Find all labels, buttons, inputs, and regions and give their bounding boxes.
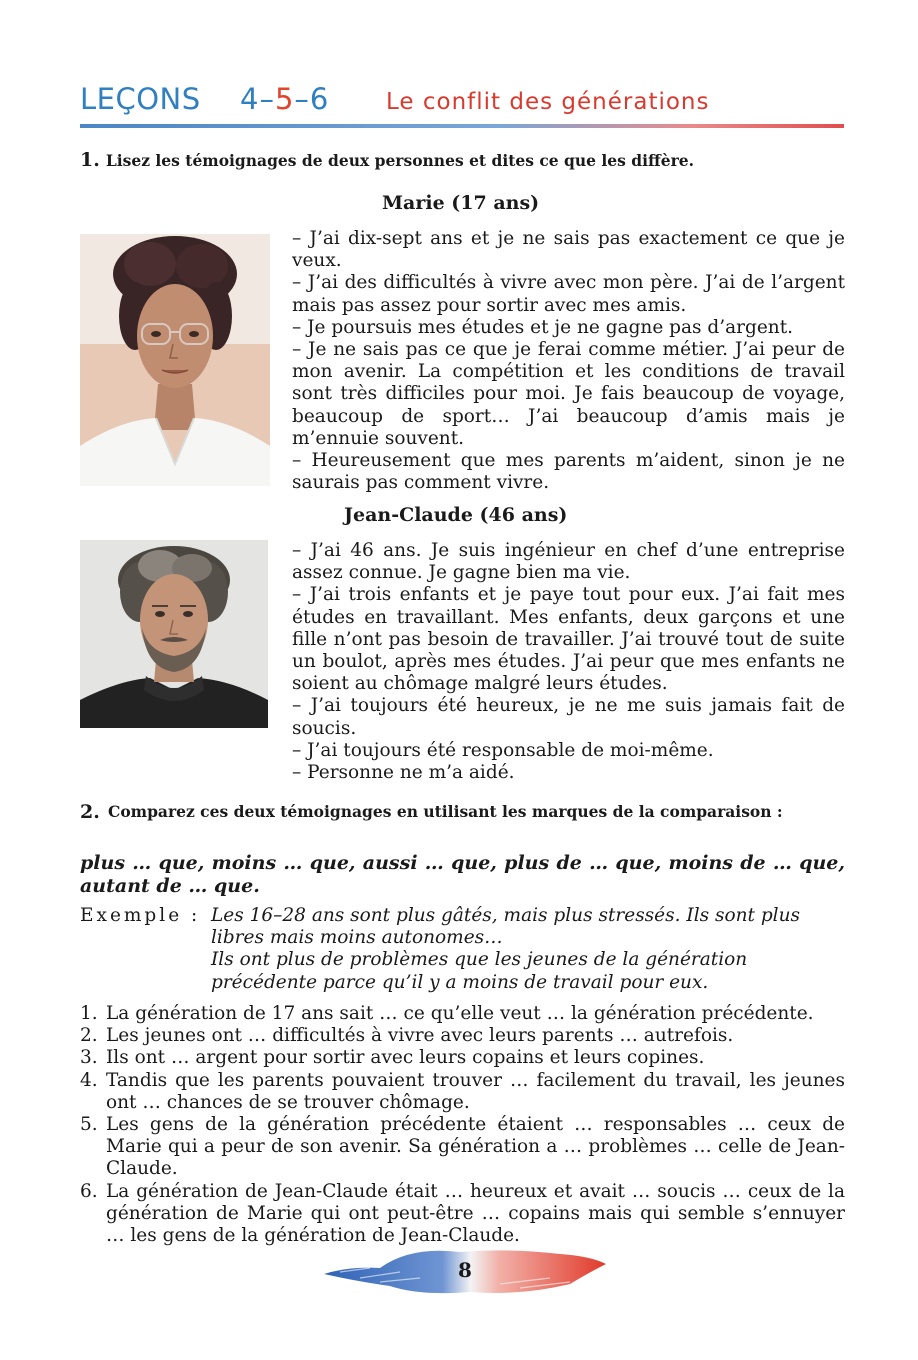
lesson-number-4: 4 — [240, 82, 260, 116]
exercise-1-number: 1. — [80, 149, 100, 171]
jean-claude-line: – Personne ne m’a aidé. — [292, 762, 515, 784]
lessons-label: LEÇONS — [80, 82, 201, 116]
jean-claude-line: – J’ai 46 ans. Je suis ingénieur en chef d’une entreprise assez connue. Je gagne bien ma vie. — [292, 540, 845, 584]
lesson-dash-1: – — [259, 82, 275, 116]
marie-line: – J’ai dix-sept ans et je ne sais pas exactement ce que je veux. — [292, 228, 845, 272]
item-number: 3. — [80, 1047, 98, 1069]
lesson-number-5: 5 — [274, 82, 295, 116]
lesson-number-6: 6 — [309, 82, 330, 116]
marie-photo — [80, 234, 270, 486]
comparison-markers: plus … que, moins … que, aussi … que, plus de … que, moins de … que, autant de … que. — [80, 852, 845, 897]
item-number: 4. — [80, 1069, 98, 1091]
item-text: Tandis que les parents pouvaient trouver … facilement du travail, les jeunes ont … chances de se trouver chômage. — [106, 1069, 845, 1113]
example-label: Exemple : — [80, 905, 201, 926]
list-item — [80, 1070, 845, 1114]
item-number: 6. — [80, 1180, 98, 1202]
marie-testimony — [292, 228, 845, 494]
example-text — [211, 905, 845, 994]
lesson-numbers — [240, 82, 329, 116]
page-number: 8 — [458, 1258, 472, 1282]
item-text: Les jeunes ont … difficultés à vivre avec leurs parents … autrefois. — [106, 1025, 734, 1047]
list-item — [80, 1047, 845, 1069]
exercise-2-items — [80, 1003, 845, 1247]
jean-claude-line: – J’ai toujours été heureux, je ne me suis jamais fait de soucis. — [292, 695, 845, 739]
item-number: 2. — [80, 1025, 98, 1047]
header-divider — [80, 124, 844, 128]
list-item — [80, 1003, 845, 1025]
exercise-1-instruction — [80, 150, 694, 171]
page-footer — [320, 1238, 610, 1300]
marie-line: – Je ne sais pas ce que je ferai comme métier. J’ai peur de mon avenir. La compétition et les conditions de travail sont très difficiles pour moi. Je fais beaucoup de voyage, beaucoup de sport… J’ai beaucoup d’amis mais je m’ennuie souvent. — [292, 339, 845, 449]
item-text: La génération de 17 ans sait … ce qu’elle veut … la génération précédente. — [106, 1003, 814, 1024]
item-number: 5. — [80, 1114, 98, 1136]
marie-line: – J’ai des difficultés à vivre avec mon père. J’ai de l’argent mais pas assez pour sortir avec mes amis. — [292, 272, 845, 316]
exercise-2-number: 2. — [80, 801, 100, 823]
example-line: Ils ont plus de problèmes que les jeunes de la génération précédente parce qu’il y a moins de travail pour eux. — [211, 949, 748, 993]
exercise-2-instruction — [80, 802, 845, 822]
list-item — [80, 1025, 845, 1047]
list-item — [80, 1114, 845, 1181]
exercise-1-text: Lisez les témoignages de deux personnes et dites ce que les diffère. — [105, 151, 695, 170]
marie-line: – Heureusement que mes parents m’aident, sinon je ne saurais pas comment vivre. — [292, 450, 845, 494]
marie-line: – Je poursuis mes études et je ne gagne pas d’argent. — [292, 316, 794, 338]
item-number: 1. — [80, 1003, 98, 1024]
example-block — [80, 905, 845, 994]
example-line: Les 16–28 ans sont plus gâtés, mais plus stressés. Ils sont plus libres mais moins autonomes… — [211, 905, 801, 949]
jean-claude-photo — [80, 540, 268, 728]
jean-claude-line: – J’ai toujours été responsable de moi-même. — [292, 739, 714, 761]
lesson-title: Le conflit des générations — [386, 89, 710, 115]
jean-claude-testimony — [292, 540, 845, 784]
lesson-header — [80, 82, 844, 128]
exercise-2-text: Comparez ces deux témoignages en utilisant les marques de la comparaison : — [108, 802, 783, 821]
item-text: La génération de Jean-Claude était … heureux et avait … soucis … ceux de la génération de Marie qui ont peut-être … copains mais qui semble s’ennuyer … les gens de la génération de Jean-Claude. — [106, 1180, 845, 1247]
lesson-dash-2: – — [294, 82, 310, 116]
jean-claude-line: – J’ai trois enfants et je paye tout pour eux. J’ai fait mes études en travaillant. Mes enfants, deux garçons et une fille n’ont pas besoin de travailler. J’ai trouvé tout de suite un boulot, après mes études. J’ai peur que mes enfants ne soient au chômage malgré leurs études. — [292, 584, 845, 695]
jean-claude-heading: Jean-Claude (46 ans) — [344, 504, 568, 526]
item-text: Ils ont … argent pour sortir avec leurs copains et leurs copines. — [106, 1047, 705, 1069]
item-text: Les gens de la génération précédente étaient … responsables … ceux de Marie qui a peur de son avenir. Sa génération a … problèmes … celle de Jean-Claude. — [106, 1114, 845, 1180]
marie-heading: Marie (17 ans) — [382, 192, 540, 214]
